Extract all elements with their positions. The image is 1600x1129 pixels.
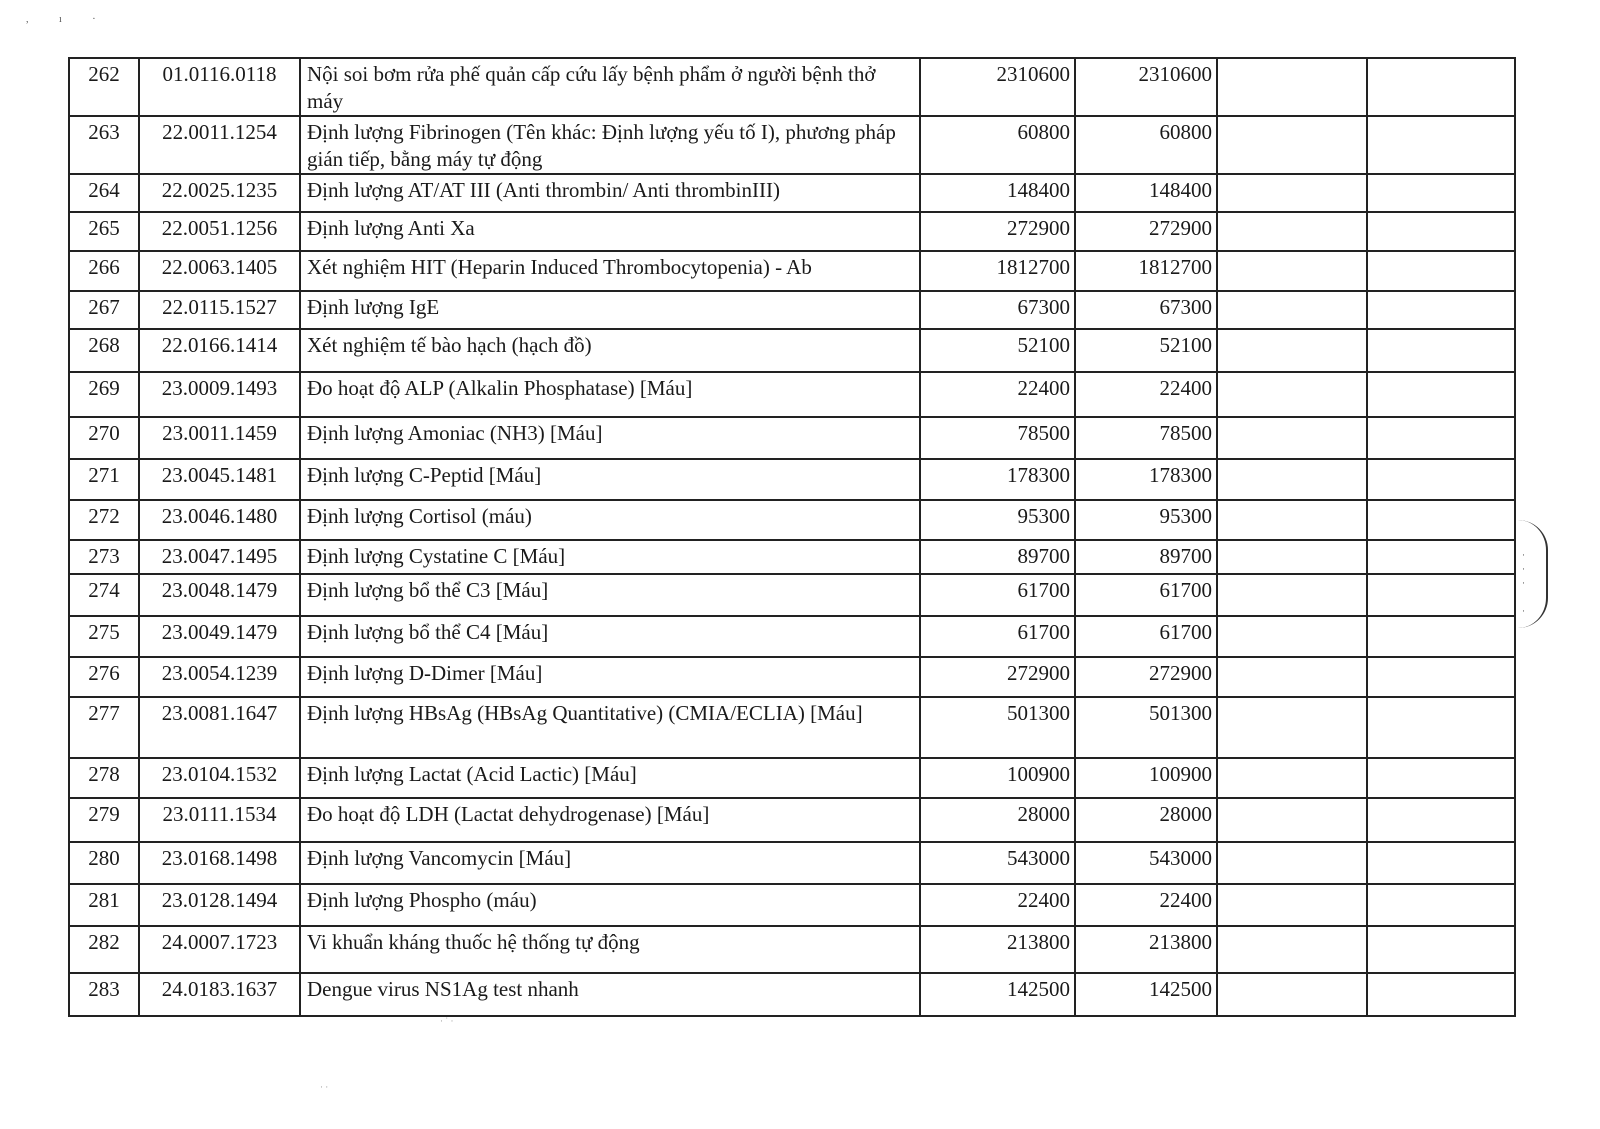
price-1: 60800 xyxy=(920,116,1075,174)
service-name: Định lượng Vancomycin [Máu] xyxy=(300,842,920,884)
stamp-marks: · · · · xyxy=(1522,550,1525,616)
service-code: 24.0183.1637 xyxy=(139,973,300,1016)
price-1: 142500 xyxy=(920,973,1075,1016)
empty-cell xyxy=(1367,500,1515,540)
price-1: 52100 xyxy=(920,329,1075,372)
empty-cell xyxy=(1217,697,1367,758)
row-number: 280 xyxy=(69,842,139,884)
price-2: 178300 xyxy=(1075,459,1217,500)
service-name: Định lượng Amoniac (NH3) [Máu] xyxy=(300,417,920,459)
row-number: 283 xyxy=(69,973,139,1016)
empty-cell xyxy=(1367,657,1515,697)
table-row xyxy=(69,372,1515,417)
price-2: 543000 xyxy=(1075,842,1217,884)
service-code: 24.0007.1723 xyxy=(139,926,300,973)
price-1: 22400 xyxy=(920,372,1075,417)
price-2: 272900 xyxy=(1075,657,1217,697)
service-code: 23.0047.1495 xyxy=(139,540,300,574)
service-name: Xét nghiệm HIT (Heparin Induced Thrombocytopenia) - Ab xyxy=(300,251,920,291)
row-number: 274 xyxy=(69,574,139,616)
table-row xyxy=(69,174,1515,212)
service-name: Định lượng bổ thể C3 [Máu] xyxy=(300,574,920,616)
service-name: Định lượng bổ thể C4 [Máu] xyxy=(300,616,920,657)
row-number: 272 xyxy=(69,500,139,540)
service-name: Định lượng Cystatine C [Máu] xyxy=(300,540,920,574)
empty-cell xyxy=(1367,926,1515,973)
empty-cell xyxy=(1217,329,1367,372)
empty-cell xyxy=(1367,758,1515,798)
price-1: 272900 xyxy=(920,212,1075,251)
price-2: 28000 xyxy=(1075,798,1217,842)
table-row xyxy=(69,251,1515,291)
empty-cell xyxy=(1367,212,1515,251)
table-row xyxy=(69,417,1515,459)
service-name: Nội soi bơm rửa phế quản cấp cứu lấy bệnh phẩm ở người bệnh thở máy xyxy=(300,58,920,116)
service-code: 23.0011.1459 xyxy=(139,417,300,459)
service-code: 22.0115.1527 xyxy=(139,291,300,329)
empty-cell xyxy=(1367,174,1515,212)
service-code: 23.0049.1479 xyxy=(139,616,300,657)
price-1: 2310600 xyxy=(920,58,1075,116)
scan-speck: · ˙ · xyxy=(440,1016,454,1026)
service-code: 22.0011.1254 xyxy=(139,116,300,174)
service-name: Định lượng HBsAg (HBsAg Quantitative) (CMIA/ECLIA) [Máu] xyxy=(300,697,920,758)
service-price-table xyxy=(68,57,1516,1017)
empty-cell xyxy=(1367,417,1515,459)
empty-cell xyxy=(1217,174,1367,212)
empty-cell xyxy=(1217,798,1367,842)
row-number: 270 xyxy=(69,417,139,459)
service-code: 23.0048.1479 xyxy=(139,574,300,616)
row-number: 276 xyxy=(69,657,139,697)
row-number: 268 xyxy=(69,329,139,372)
row-number: 271 xyxy=(69,459,139,500)
row-number: 275 xyxy=(69,616,139,657)
empty-cell xyxy=(1217,291,1367,329)
empty-cell xyxy=(1367,372,1515,417)
table-row xyxy=(69,500,1515,540)
price-1: 1812700 xyxy=(920,251,1075,291)
service-name: Định lượng Cortisol (máu) xyxy=(300,500,920,540)
service-code: 23.0111.1534 xyxy=(139,798,300,842)
price-2: 89700 xyxy=(1075,540,1217,574)
empty-cell xyxy=(1367,329,1515,372)
row-number: 282 xyxy=(69,926,139,973)
service-name: Dengue virus NS1Ag test nhanh xyxy=(300,973,920,1016)
empty-cell xyxy=(1217,758,1367,798)
price-2: 52100 xyxy=(1075,329,1217,372)
empty-cell xyxy=(1217,926,1367,973)
price-1: 272900 xyxy=(920,657,1075,697)
service-name: Định lượng Fibrinogen (Tên khác: Định lượng yếu tố I), phương pháp gián tiếp, bằng máy tự động xyxy=(300,116,920,174)
row-number: 269 xyxy=(69,372,139,417)
price-1: 89700 xyxy=(920,540,1075,574)
scan-speck: · · xyxy=(320,1082,329,1092)
row-number: 266 xyxy=(69,251,139,291)
row-number: 278 xyxy=(69,758,139,798)
price-2: 95300 xyxy=(1075,500,1217,540)
row-number: 267 xyxy=(69,291,139,329)
empty-cell xyxy=(1367,973,1515,1016)
table-row xyxy=(69,574,1515,616)
service-code: 23.0081.1647 xyxy=(139,697,300,758)
price-1: 78500 xyxy=(920,417,1075,459)
row-number: 279 xyxy=(69,798,139,842)
service-code: 23.0104.1532 xyxy=(139,758,300,798)
empty-cell xyxy=(1217,212,1367,251)
empty-cell xyxy=(1217,417,1367,459)
service-name: Đo hoạt độ LDH (Lactat dehydrogenase) [Máu] xyxy=(300,798,920,842)
price-2: 60800 xyxy=(1075,116,1217,174)
price-1: 61700 xyxy=(920,616,1075,657)
empty-cell xyxy=(1217,540,1367,574)
price-2: 78500 xyxy=(1075,417,1217,459)
price-2: 142500 xyxy=(1075,973,1217,1016)
row-number: 281 xyxy=(69,884,139,926)
service-code: 22.0051.1256 xyxy=(139,212,300,251)
empty-cell xyxy=(1367,842,1515,884)
service-code: 23.0128.1494 xyxy=(139,884,300,926)
row-number: 265 xyxy=(69,212,139,251)
row-number: 277 xyxy=(69,697,139,758)
table-body xyxy=(69,58,1515,1016)
price-1: 543000 xyxy=(920,842,1075,884)
empty-cell xyxy=(1217,116,1367,174)
price-2: 67300 xyxy=(1075,291,1217,329)
table-row xyxy=(69,657,1515,697)
empty-cell xyxy=(1217,574,1367,616)
service-name: Xét nghiệm tế bào hạch (hạch đồ) xyxy=(300,329,920,372)
price-2: 1812700 xyxy=(1075,251,1217,291)
price-2: 22400 xyxy=(1075,372,1217,417)
empty-cell xyxy=(1367,616,1515,657)
service-name: Định lượng AT/AT III (Anti thrombin/ Anti thrombinIII) xyxy=(300,174,920,212)
service-name: Vi khuẩn kháng thuốc hệ thống tự động xyxy=(300,926,920,973)
price-2: 213800 xyxy=(1075,926,1217,973)
table-row xyxy=(69,116,1515,174)
table-row xyxy=(69,926,1515,973)
table-row xyxy=(69,212,1515,251)
service-code: 22.0166.1414 xyxy=(139,329,300,372)
price-1: 148400 xyxy=(920,174,1075,212)
service-name: Đo hoạt độ ALP (Alkalin Phosphatase) [Máu] xyxy=(300,372,920,417)
price-1: 28000 xyxy=(920,798,1075,842)
service-code: 23.0046.1480 xyxy=(139,500,300,540)
table-row xyxy=(69,973,1515,1016)
empty-cell xyxy=(1367,251,1515,291)
service-name: Định lượng D-Dimer [Máu] xyxy=(300,657,920,697)
price-2: 2310600 xyxy=(1075,58,1217,116)
price-1: 22400 xyxy=(920,884,1075,926)
price-1: 501300 xyxy=(920,697,1075,758)
service-code: 22.0063.1405 xyxy=(139,251,300,291)
empty-cell xyxy=(1217,251,1367,291)
empty-cell xyxy=(1217,58,1367,116)
service-code: 01.0116.0118 xyxy=(139,58,300,116)
price-1: 61700 xyxy=(920,574,1075,616)
table-row xyxy=(69,616,1515,657)
scan-marks: , ı · xyxy=(26,14,110,25)
service-name: Định lượng C-Peptid [Máu] xyxy=(300,459,920,500)
table-row xyxy=(69,459,1515,500)
empty-cell xyxy=(1367,884,1515,926)
table-row xyxy=(69,697,1515,758)
service-name: Định lượng Anti Xa xyxy=(300,212,920,251)
table-row xyxy=(69,758,1515,798)
service-code: 23.0054.1239 xyxy=(139,657,300,697)
price-2: 61700 xyxy=(1075,616,1217,657)
table-row xyxy=(69,884,1515,926)
price-2: 272900 xyxy=(1075,212,1217,251)
row-number: 273 xyxy=(69,540,139,574)
empty-cell xyxy=(1217,616,1367,657)
service-name: Định lượng Lactat (Acid Lactic) [Máu] xyxy=(300,758,920,798)
price-1: 100900 xyxy=(920,758,1075,798)
table-row xyxy=(69,842,1515,884)
table-row xyxy=(69,329,1515,372)
price-1: 95300 xyxy=(920,500,1075,540)
table-row xyxy=(69,291,1515,329)
service-name: Định lượng IgE xyxy=(300,291,920,329)
service-code: 23.0045.1481 xyxy=(139,459,300,500)
price-1: 178300 xyxy=(920,459,1075,500)
service-code: 22.0025.1235 xyxy=(139,174,300,212)
empty-cell xyxy=(1217,372,1367,417)
price-1: 67300 xyxy=(920,291,1075,329)
empty-cell xyxy=(1367,798,1515,842)
empty-cell xyxy=(1217,842,1367,884)
empty-cell xyxy=(1217,973,1367,1016)
empty-cell xyxy=(1217,884,1367,926)
empty-cell xyxy=(1217,657,1367,697)
empty-cell xyxy=(1367,459,1515,500)
price-2: 100900 xyxy=(1075,758,1217,798)
empty-cell xyxy=(1367,574,1515,616)
empty-cell xyxy=(1367,116,1515,174)
price-2: 148400 xyxy=(1075,174,1217,212)
price-2: 501300 xyxy=(1075,697,1217,758)
row-number: 264 xyxy=(69,174,139,212)
price-1: 213800 xyxy=(920,926,1075,973)
empty-cell xyxy=(1217,500,1367,540)
table-row xyxy=(69,540,1515,574)
table-row xyxy=(69,798,1515,842)
row-number: 263 xyxy=(69,116,139,174)
table-row xyxy=(69,58,1515,116)
row-number: 262 xyxy=(69,58,139,116)
service-code: 23.0009.1493 xyxy=(139,372,300,417)
empty-cell xyxy=(1367,697,1515,758)
price-2: 22400 xyxy=(1075,884,1217,926)
empty-cell xyxy=(1367,540,1515,574)
price-2: 61700 xyxy=(1075,574,1217,616)
empty-cell xyxy=(1367,58,1515,116)
service-code: 23.0168.1498 xyxy=(139,842,300,884)
empty-cell xyxy=(1367,291,1515,329)
service-name: Định lượng Phospho (máu) xyxy=(300,884,920,926)
empty-cell xyxy=(1217,459,1367,500)
